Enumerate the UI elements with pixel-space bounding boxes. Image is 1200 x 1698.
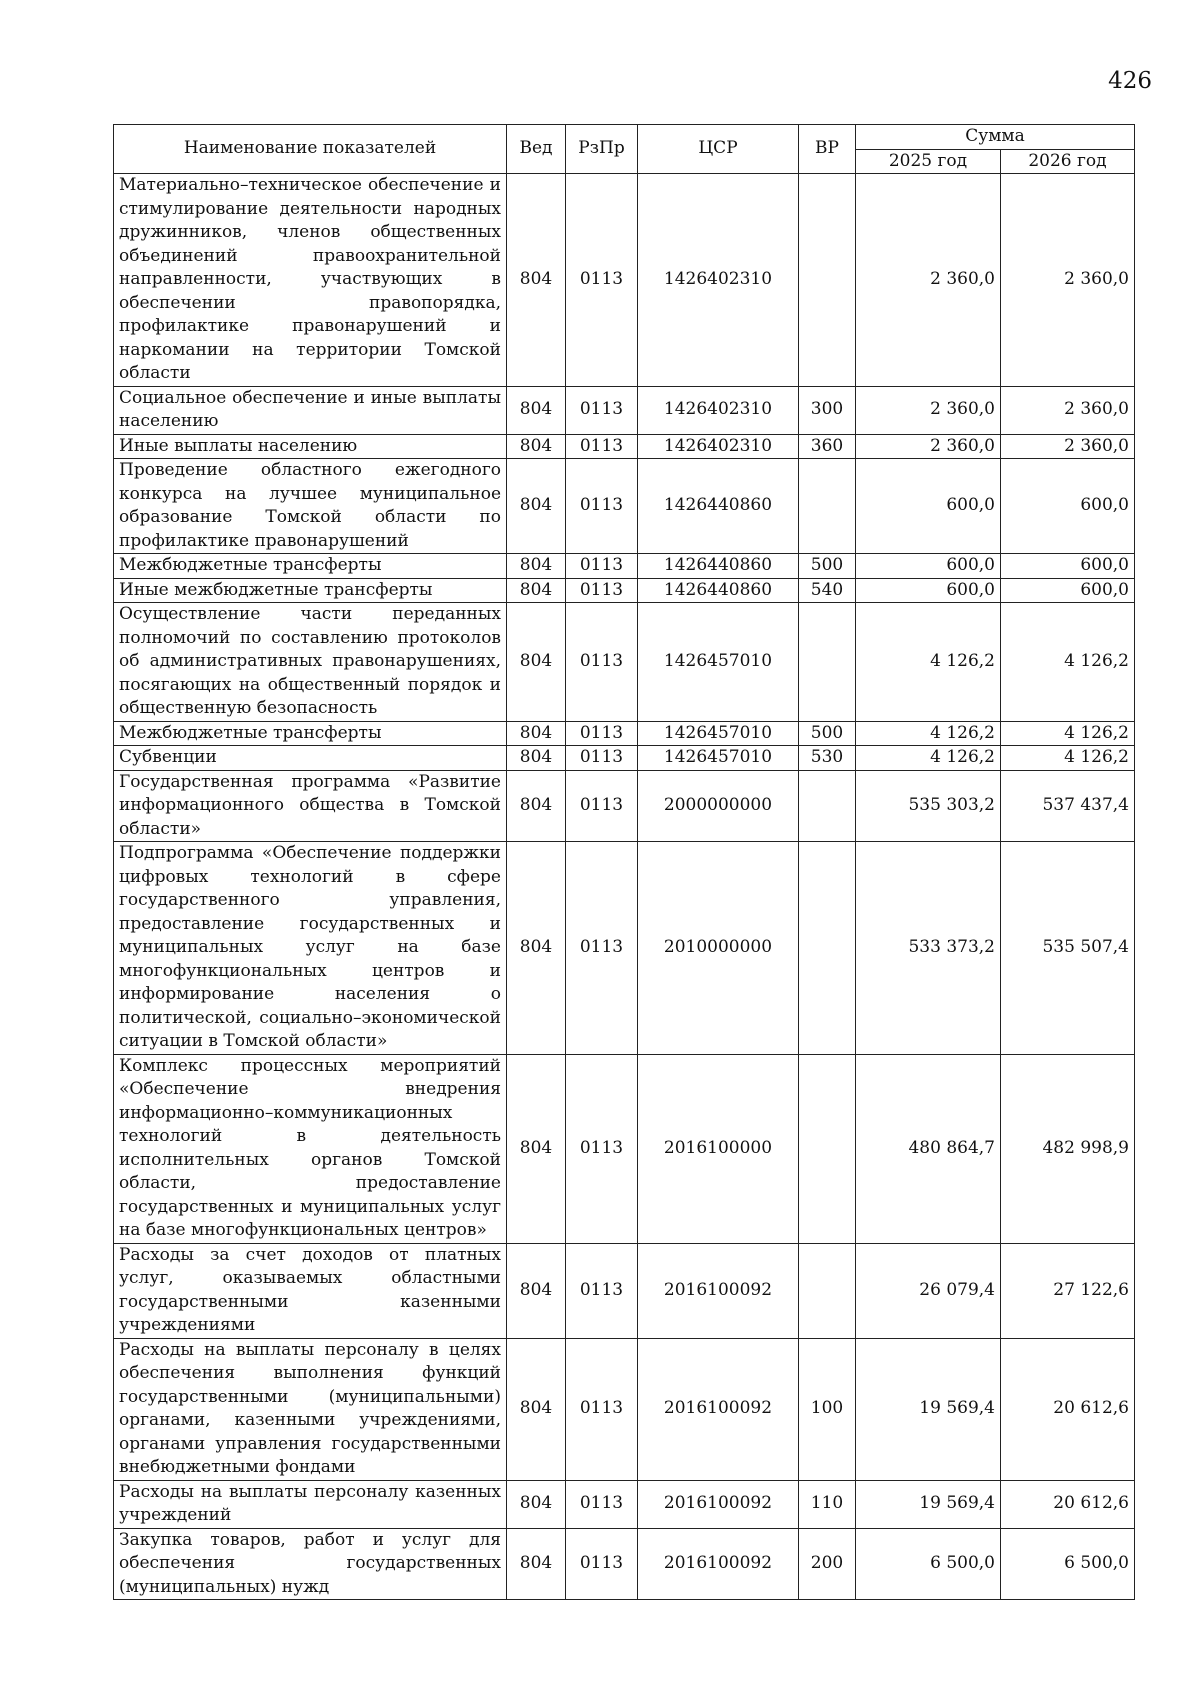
- table-row: [114, 603, 1135, 722]
- row-sum-2025: 26 079,4: [856, 1243, 1001, 1338]
- row-vr: [799, 459, 856, 554]
- header-name: Наименование показателей: [114, 125, 507, 174]
- row-name: Расходы на выплаты персоналу в целях обеспечения выполнения функций государственными (муниципальными) органами, казенными учреждениями, органами управления государственными внебюджетными фондами: [114, 1338, 507, 1480]
- row-vr: [799, 770, 856, 842]
- row-csr: 2016100000: [638, 1054, 799, 1243]
- row-sum-2026: 2 360,0: [1001, 434, 1135, 459]
- header-csr: ЦСР: [638, 125, 799, 174]
- row-csr: 2016100092: [638, 1480, 799, 1528]
- row-sum-2025: 2 360,0: [856, 174, 1001, 387]
- table-header: [114, 125, 1135, 174]
- row-sum-2026: 482 998,9: [1001, 1054, 1135, 1243]
- row-vr: 100: [799, 1338, 856, 1480]
- row-sum-2025: 2 360,0: [856, 434, 1001, 459]
- row-csr: 1426440860: [638, 578, 799, 603]
- row-ved: 804: [507, 174, 566, 387]
- row-name: Социальное обеспечение и иные выплаты населению: [114, 386, 507, 434]
- row-rzpr: 0113: [566, 434, 638, 459]
- row-vr: [799, 842, 856, 1055]
- row-name: Расходы на выплаты персоналу казенных учреждений: [114, 1480, 507, 1528]
- row-name: Государственная программа «Развитие информационного общества в Томской области»: [114, 770, 507, 842]
- row-sum-2025: 4 126,2: [856, 746, 1001, 771]
- row-sum-2026: 600,0: [1001, 578, 1135, 603]
- header-sum: Сумма: [856, 125, 1135, 150]
- row-vr: 530: [799, 746, 856, 771]
- header-year-2025: 2025 год: [856, 149, 1001, 174]
- row-sum-2026: 20 612,6: [1001, 1338, 1135, 1480]
- row-ved: 804: [507, 1054, 566, 1243]
- table-row: [114, 1480, 1135, 1528]
- row-rzpr: 0113: [566, 746, 638, 771]
- table-body: [114, 174, 1135, 1600]
- row-rzpr: 0113: [566, 459, 638, 554]
- row-csr: 2016100092: [638, 1243, 799, 1338]
- row-ved: 804: [507, 603, 566, 722]
- budget-table: [113, 124, 1135, 1600]
- row-ved: 804: [507, 434, 566, 459]
- row-ved: 804: [507, 554, 566, 579]
- row-vr: 540: [799, 578, 856, 603]
- table-row: [114, 721, 1135, 746]
- row-sum-2025: 19 569,4: [856, 1480, 1001, 1528]
- row-rzpr: 0113: [566, 603, 638, 722]
- row-rzpr: 0113: [566, 1480, 638, 1528]
- row-sum-2026: 6 500,0: [1001, 1528, 1135, 1600]
- row-ved: 804: [507, 721, 566, 746]
- row-vr: 360: [799, 434, 856, 459]
- row-ved: 804: [507, 1243, 566, 1338]
- row-sum-2025: 535 303,2: [856, 770, 1001, 842]
- row-ved: 804: [507, 746, 566, 771]
- row-sum-2025: 600,0: [856, 459, 1001, 554]
- page-number: 426: [1108, 68, 1152, 94]
- row-rzpr: 0113: [566, 386, 638, 434]
- row-ved: 804: [507, 770, 566, 842]
- row-name: Расходы за счет доходов от платных услуг, оказываемых областными государственными казенными учреждениями: [114, 1243, 507, 1338]
- row-sum-2026: 535 507,4: [1001, 842, 1135, 1055]
- table-row: [114, 554, 1135, 579]
- table-row: [114, 174, 1135, 387]
- row-name: Закупка товаров, работ и услуг для обеспечения государственных (муниципальных) нужд: [114, 1528, 507, 1600]
- row-name: Комплекс процессных мероприятий «Обеспечение внедрения информационно–коммуникационных технологий в деятельность исполнительных органов Томской области, предоставление государственных и муниципальных услуг на базе многофункциональных центров»: [114, 1054, 507, 1243]
- row-vr: 110: [799, 1480, 856, 1528]
- row-sum-2025: 19 569,4: [856, 1338, 1001, 1480]
- table-row: [114, 1338, 1135, 1480]
- row-rzpr: 0113: [566, 174, 638, 387]
- row-rzpr: 0113: [566, 1528, 638, 1600]
- table-row: [114, 746, 1135, 771]
- table-row: [114, 770, 1135, 842]
- table-row: [114, 842, 1135, 1055]
- row-sum-2026: 4 126,2: [1001, 603, 1135, 722]
- row-ved: 804: [507, 1480, 566, 1528]
- row-sum-2025: 533 373,2: [856, 842, 1001, 1055]
- row-csr: 1426402310: [638, 174, 799, 387]
- row-vr: 500: [799, 721, 856, 746]
- row-name: Межбюджетные трансферты: [114, 721, 507, 746]
- row-rzpr: 0113: [566, 721, 638, 746]
- header-year-2026: 2026 год: [1001, 149, 1135, 174]
- row-sum-2025: 480 864,7: [856, 1054, 1001, 1243]
- row-ved: 804: [507, 842, 566, 1055]
- row-sum-2026: 537 437,4: [1001, 770, 1135, 842]
- row-csr: 1426440860: [638, 554, 799, 579]
- row-csr: 1426402310: [638, 434, 799, 459]
- row-rzpr: 0113: [566, 1243, 638, 1338]
- row-sum-2025: 600,0: [856, 578, 1001, 603]
- table-row: [114, 386, 1135, 434]
- table-row: [114, 1243, 1135, 1338]
- row-vr: 500: [799, 554, 856, 579]
- row-name: Проведение областного ежегодного конкурса на лучшее муниципальное образование Томской области по профилактике правонарушений: [114, 459, 507, 554]
- row-csr: 2010000000: [638, 842, 799, 1055]
- row-name: Иные межбюджетные трансферты: [114, 578, 507, 603]
- row-name: Осуществление части переданных полномочий по составлению протоколов об административных правонарушениях, посягающих на общественный порядок и общественную безопасность: [114, 603, 507, 722]
- row-csr: 1426457010: [638, 746, 799, 771]
- row-sum-2026: 600,0: [1001, 459, 1135, 554]
- header-rzpr: РзПр: [566, 125, 638, 174]
- row-name: Подпрограмма «Обеспечение поддержки цифровых технологий в сфере государственного управления, предоставление государственных и муниципальных услуг на базе многофункциональных центров и информирование населения о политической, социально–экономической ситуации в Томской области»: [114, 842, 507, 1055]
- row-rzpr: 0113: [566, 554, 638, 579]
- row-name: Материально–техническое обеспечение и стимулирование деятельности народных дружинников, членов общественных объединений правоохранительной направленности, участвующих в обеспечении правопорядка, профилактике правонарушений и наркомании на территории Томской области: [114, 174, 507, 387]
- row-sum-2026: 4 126,2: [1001, 746, 1135, 771]
- row-sum-2025: 2 360,0: [856, 386, 1001, 434]
- row-sum-2025: 6 500,0: [856, 1528, 1001, 1600]
- row-ved: 804: [507, 578, 566, 603]
- row-csr: 2016100092: [638, 1338, 799, 1480]
- row-vr: [799, 603, 856, 722]
- row-sum-2026: 20 612,6: [1001, 1480, 1135, 1528]
- row-csr: 1426457010: [638, 721, 799, 746]
- row-vr: [799, 1243, 856, 1338]
- row-sum-2026: 2 360,0: [1001, 174, 1135, 387]
- row-ved: 804: [507, 386, 566, 434]
- row-csr: 2000000000: [638, 770, 799, 842]
- row-rzpr: 0113: [566, 1338, 638, 1480]
- row-sum-2026: 4 126,2: [1001, 721, 1135, 746]
- table-row: [114, 1528, 1135, 1600]
- row-csr: 2016100092: [638, 1528, 799, 1600]
- row-vr: [799, 174, 856, 387]
- row-vr: 300: [799, 386, 856, 434]
- row-csr: 1426457010: [638, 603, 799, 722]
- row-rzpr: 0113: [566, 842, 638, 1055]
- row-sum-2026: 2 360,0: [1001, 386, 1135, 434]
- row-csr: 1426402310: [638, 386, 799, 434]
- row-csr: 1426440860: [638, 459, 799, 554]
- row-rzpr: 0113: [566, 770, 638, 842]
- row-sum-2025: 600,0: [856, 554, 1001, 579]
- row-rzpr: 0113: [566, 1054, 638, 1243]
- row-rzpr: 0113: [566, 578, 638, 603]
- row-ved: 804: [507, 1528, 566, 1600]
- table-row: [114, 459, 1135, 554]
- table-row: [114, 1054, 1135, 1243]
- table-row: [114, 434, 1135, 459]
- row-name: Субвенции: [114, 746, 507, 771]
- row-ved: 804: [507, 1338, 566, 1480]
- table-row: [114, 578, 1135, 603]
- row-vr: [799, 1054, 856, 1243]
- header-vr: ВР: [799, 125, 856, 174]
- row-name: Иные выплаты населению: [114, 434, 507, 459]
- row-sum-2025: 4 126,2: [856, 721, 1001, 746]
- row-sum-2026: 27 122,6: [1001, 1243, 1135, 1338]
- row-name: Межбюджетные трансферты: [114, 554, 507, 579]
- row-sum-2025: 4 126,2: [856, 603, 1001, 722]
- header-ved: Вед: [507, 125, 566, 174]
- row-ved: 804: [507, 459, 566, 554]
- row-vr: 200: [799, 1528, 856, 1600]
- row-sum-2026: 600,0: [1001, 554, 1135, 579]
